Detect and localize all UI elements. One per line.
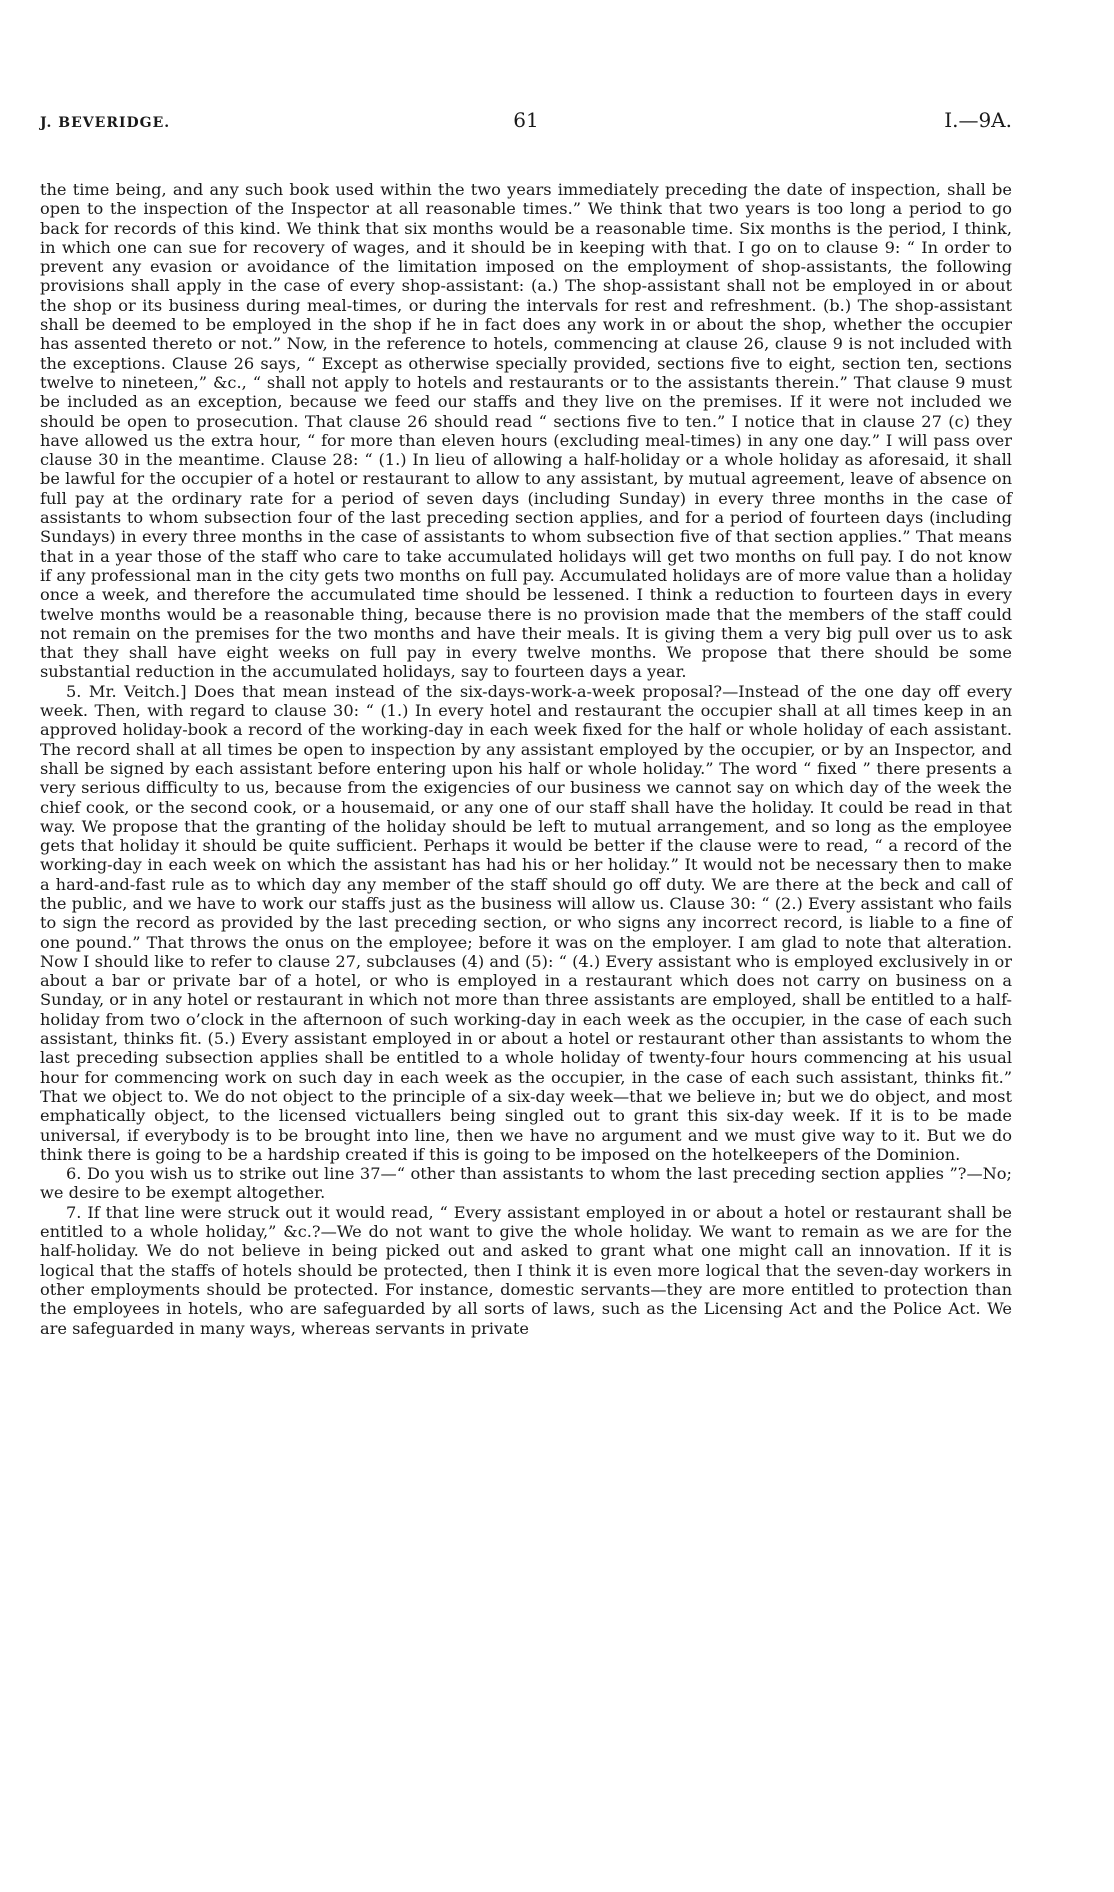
document-reference: I.—9A. <box>944 108 1012 132</box>
body-text <box>40 180 1012 1338</box>
paragraph-question-5: 5. Mr. Veitch.] Does that mean instead of the six-days-work-a-week proposal?—Instead of the one day off every week. Then, with regard to clause 30: “ (1.) In every hotel and restaurant the occupier shall at all times keep in an approved holiday-book a record of the working-day in each week fixed for the half or whole holiday of each assistant. The record shall at all times be open to inspection by any assistant employed by the occupier, or by an Inspector, and shall be signed by each assistant before entering upon his half or whole holiday.” The word “ fixed ” there presents a very serious difficulty to us, because from the exigencies of our business we cannot say on which day of the week the chief cook, or the second cook, or a housemaid, or any one of our staff shall have the holiday. It could be read in that way. We propose that the granting of the holiday should be left to mutual arrangement, and so long as the employee gets that holiday it should be quite sufficient. Perhaps it would be better if the clause were to read, “ a record of the working-day in each week on which the assistant has had his or her holiday.” It would not be necessary then to make a hard-and-fast rule as to which day any member of the staff should go off duty. We are there at the beck and call of the public, and we have to work our staffs just as the business will allow us. Clause 30: “ (2.) Every assistant who fails to sign the record as provided by the last preceding section, or who signs any incorrect record, is liable to a fine of one pound.” That throws the onus on the employee; before it was on the employer. I am glad to note that alteration. Now I should like to refer to clause 27, subclauses (4) and (5): “ (4.) Every assistant who is employed exclusively in or about a bar or private bar of a hotel, or who is employed in a restaurant which does not carry on business on a Sunday, or in any hotel or restaurant in which not more than three assistants are employed, shall be entitled to a half-holiday from two o’clock in the afternoon of such working-day in each week as the occupier, in the case of each such assistant, thinks fit. (5.) Every assistant employed in or about a hotel or restaurant other than assistants to whom the last preceding subsection applies shall be entitled to a whole holiday of twenty-four hours commencing at his usual hour for commencing work on such day in each week as the occupier, in the case of each such assistant, thinks fit.” That we object to. We do not object to the principle of a six-day week—that we believe in; but we do object, and most emphatically object, to the licensed victuallers being singled out to grant this six-day week. If it is to be made universal, if everybody is to be brought into line, then we have no argument and we must give way to it. But we do think there is going to be a hardship created if this is going to be imposed on the hotelkeepers of the Dominion. <box>40 681 1012 1164</box>
header-witness-name: J. BEVERIDGE. <box>40 115 171 131</box>
paragraph-question-7: 7. If that line were struck out it would read, “ Every assistant employed in or about a hotel or restaurant shall be entitled to a whole holiday,” &c.?—We do not want to give the whole holiday. We want to remain as we are for the half-holiday. We do not believe in being picked out and asked to grant what one might call an innovation. If it is logical that the staffs of hotels should be protected, then I think it is even more logical that the seven-day workers in other employments should be protected. For instance, domestic servants—they are more entitled to protection than the employees in hotels, who are safeguarded by all sorts of laws, such as the Licensing Act and the Police Act. We are safeguarded in many ways, whereas servants in private <box>40 1202 1012 1338</box>
page-header <box>40 108 1012 138</box>
page-number: 61 <box>513 108 539 132</box>
paragraph-continuation: the time being, and any such book used within the two years immediately preceding the date of inspection, shall be open to the inspection of the Inspector at all reasonable times.” We think that two years is too long a period to go back for records of this kind. We think that six months would be a reasonable time. Six months is the period, I think, in which one can sue for recovery of wages, and it should be in keeping with that. I go on to clause 9: “ In order to prevent any evasion or avoidance of the limitation imposed on the employment of shop-assistants, the following provisions shall apply in the case of every shop-assistant: (a.) The shop-assistant shall not be employed in or about the shop or its business during meal-times, or during the intervals for rest and refreshment. (b.) The shop-assistant shall be deemed to be employed in the shop if he in fact does any work in or about the shop, whether the occupier has assented thereto or not.” Now, in the reference to hotels, commencing at clause 26, clause 9 is not included with the exceptions. Clause 26 says, “ Except as otherwise specially provided, sections five to eight, section ten, sections twelve to nineteen,” &c., “ shall not apply to hotels and restaurants or to the assistants therein.” That clause 9 must be included as an exception, because we feed our staffs and they live on the premises. If it were not included we should be open to prosecution. That clause 26 should read “ sections five to ten.” I notice that in clause 27 (c) they have allowed us the extra hour, “ for more than eleven hours (excluding meal-times) in any one day.” I will pass over clause 30 in the meantime. Clause 28: “ (1.) In lieu of allowing a half-holiday or a whole holiday as aforesaid, it shall be lawful for the occupier of a hotel or restaurant to allow to any assistant, by mutual agreement, leave of absence on full pay at the ordinary rate for a period of seven days (including Sunday) in every three months in the case of assistants to whom subsection four of the last preceding section applies, and for a period of fourteen days (including Sundays) in every three months in the case of assistants to whom subsection five of that section applies.” That means that in a year those of the staff who care to take accumulated holidays will get two months on full pay. I do not know if any professional man in the city gets two months on full pay. Accumulated holidays are of more value than a holiday once a week, and therefore the accumulated time should be lessened. I think a reduction to fourteen days in every twelve months would be a reasonable thing, because there is no provision made that the members of the staff could not remain on the premises for the two months and have their meals. It is giving them a very big pull over us to ask that they shall have eight weeks on full pay in every twelve months. We propose that there should be some substantial reduction in the accumulated holidays, say to fourteen days a year. <box>40 180 1012 682</box>
document-page <box>40 108 1012 1338</box>
paragraph-question-6: 6. Do you wish us to strike out line 37—“ other than assistants to whom the last preceding section applies ”?—No; we desire to be exempt altogether. <box>40 1164 1012 1203</box>
